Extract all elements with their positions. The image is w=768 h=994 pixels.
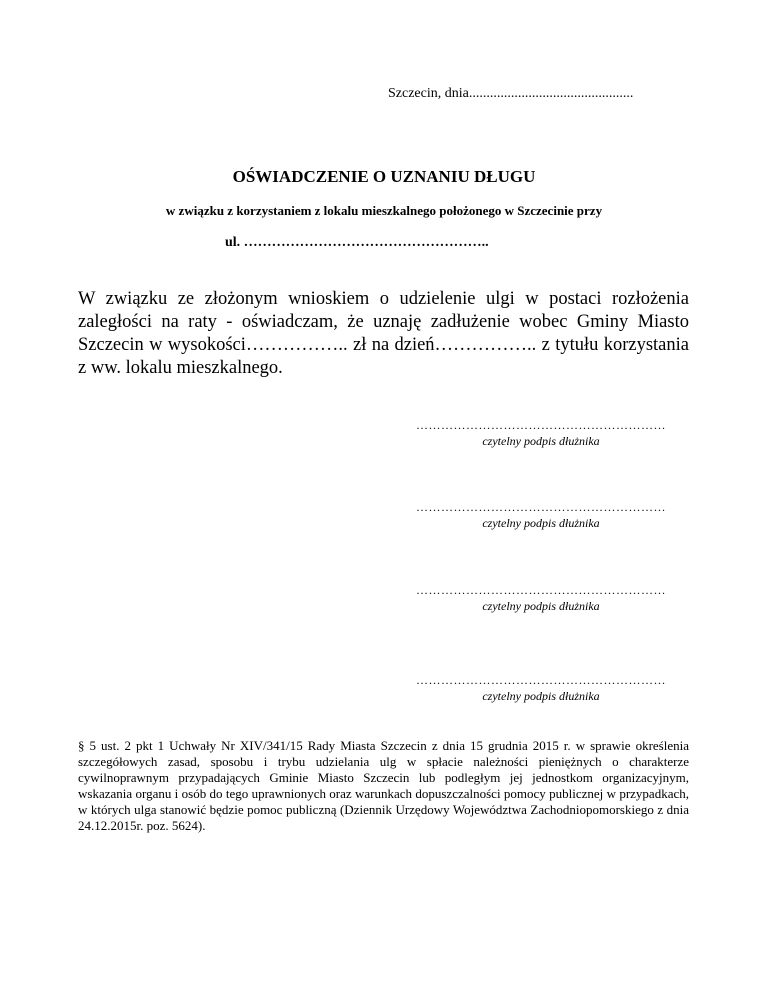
signature-line: …………………………………………………… [416,673,666,687]
declaration-body: W związku ze złożonym wnioskiem o udzielenie ulgi w postaci rozłożenia zaległości na raty - oświadczam, że uznaję zadłużenie wobec Gminy Miasto Szczecin w wysokości…………….. zł na dzień…………….. z tytułu korzystania z ww. lokalu mieszkalnego. [78,289,689,378]
legal-basis-footnote: § 5 ust. 2 pkt 1 Uchwały Nr XIV/341/15 Rady Miasta Szczecin z dnia 15 grudnia 2015 r. w sprawie określenia szczegółowych zasad, sposobu i trybu udzielania ulg w spłacie należności pieniężnych o charakterze cywilnoprawnym przypadających Gminie Miasto Szczecin lub podległym jej jednostkom organizacyjnym, wskazania organu i osób do tego uprawnionych oraz warunkach dopuszczalności pomocy publicznej w przypadkach, w których ulga stanowić będzie pomoc publiczną (Dziennik Urzędowy Województwa Zachodniopomorskiego z dnia 24.12.2015r. poz. 5624). [78,738,689,833]
signature-line: …………………………………………………… [416,500,666,514]
signature-line: …………………………………………………… [416,418,666,432]
signature-label: czytelny podpis dłużnika [482,434,600,448]
signature-line: …………………………………………………… [416,583,666,597]
signature-label: czytelny podpis dłużnika [482,599,600,613]
signature-block-2 [410,500,672,531]
signature-block-1 [410,418,672,449]
signature-block-3 [410,583,672,614]
signature-label: czytelny podpis dłużnika [482,689,600,703]
date-line: Szczecin, dnia............................................... [388,86,634,101]
document-subtitle: w związku z korzystaniem z lokalu mieszkalnego położonego w Szczecinie przy [165,203,603,218]
signature-block-4 [410,673,672,704]
street-line: ul. …………………………………………….. [225,235,489,250]
document-title: OŚWIADCZENIE O UZNANIU DŁUGU [232,167,536,186]
signature-label: czytelny podpis dłużnika [482,516,600,530]
